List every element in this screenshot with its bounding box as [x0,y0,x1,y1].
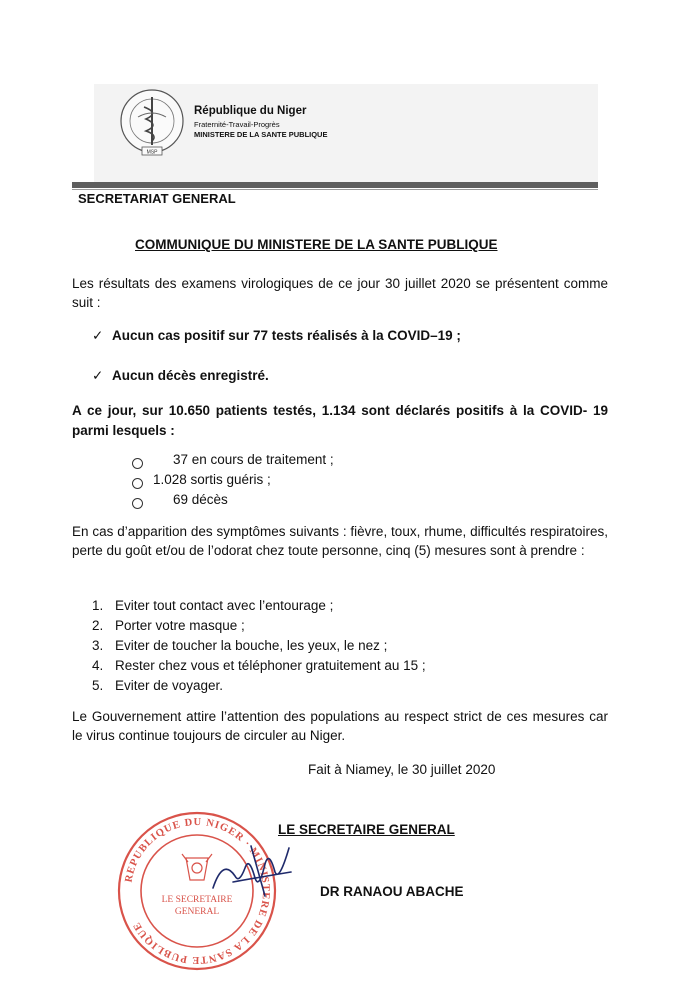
ministry-logo [118,87,186,157]
highlight-item [92,328,461,344]
measure-number: 3. [92,638,104,653]
closing-paragraph: Le Gouvernement attire l’attention des populations au respect strict de ces mesures car le virus continue toujours de circuler au Niger. [72,709,608,743]
breakdown-item: 1.028 sortis guéris ; [153,472,271,487]
cumulative-summary: A ce jour, sur 10.650 patients testés, 1.134 sont déclarés positifs à la COVID- 19 parmi lesquels : [72,403,608,438]
national-motto: Fraternité-Travail-Progrès [194,120,280,129]
ministry-name: MINISTERE DE LA SANTE PUBLIQUE [194,130,328,139]
measure-item [92,638,387,653]
circle-bullet-icon [132,478,143,489]
svg-text:MSP: MSP [146,149,158,156]
checkmark-icon: ✓ [92,368,104,383]
symptoms-paragraph: En cas d’apparition des symptômes suivants : fièvre, toux, rhume, difficultés respiratoires, perte du goût et/ou de l’odorat chez toute personne, cinq (5) mesures sont à prendre : [72,524,608,558]
svg-text:GENERAL: GENERAL [174,907,220,917]
breakdown-item: 37 en cours de traitement ; [173,452,334,467]
breakdown-item: 69 décès [173,492,228,507]
circle-bullet-icon [132,498,143,509]
circle-bullet-icon [132,458,143,469]
highlight-text: Aucun décès enregistré. [112,368,269,383]
measure-text: Eviter tout contact avec l’entourage ; [115,598,334,613]
measure-text: Eviter de voyager. [115,678,224,693]
handwritten-signature [205,838,295,900]
country-name: République du Niger [194,105,307,117]
svg-text:LE SECRETAIRE: LE SECRETAIRE [161,895,233,905]
header-rule [72,182,598,188]
document-title: COMMUNIQUE DU MINISTERE DE LA SANTE PUBLIQUE [135,237,498,252]
measure-item [92,598,333,613]
checkmark-icon: ✓ [92,328,104,343]
measure-text: Rester chez vous et téléphoner gratuitement au 15 ; [115,658,426,673]
measure-number: 5. [92,678,104,693]
measure-item [92,678,223,693]
header-rule-thin [72,189,598,190]
measure-item [92,618,245,633]
department-name: SECRETARIAT GENERAL [78,191,236,206]
measure-text: Eviter de toucher la bouche, les yeux, le nez ; [115,638,388,653]
highlight-text: Aucun cas positif sur 77 tests réalisés à la COVID–19 ; [112,328,461,343]
intro-paragraph: Les résultats des examens virologiques de ce jour 30 juillet 2020 se présentent comme suit : [72,276,608,310]
highlight-item [92,368,269,384]
place-and-date: Fait à Niamey, le 30 juillet 2020 [308,762,496,777]
measure-text: Porter votre masque ; [115,618,245,633]
signatory-title: LE SECRETAIRE GENERAL [278,822,455,837]
measure-number: 2. [92,618,104,633]
measure-item [92,658,426,673]
measure-number: 1. [92,598,104,613]
measure-number: 4. [92,658,104,673]
svg-text:REPUBLIQUE DU NIGER · MINISTER: REPUBLIQUE DU NIGER · MINISTERE DE LA SANTE PUBLIQUE [123,816,272,966]
signatory-name: DR RANAOU ABACHE [320,884,464,899]
